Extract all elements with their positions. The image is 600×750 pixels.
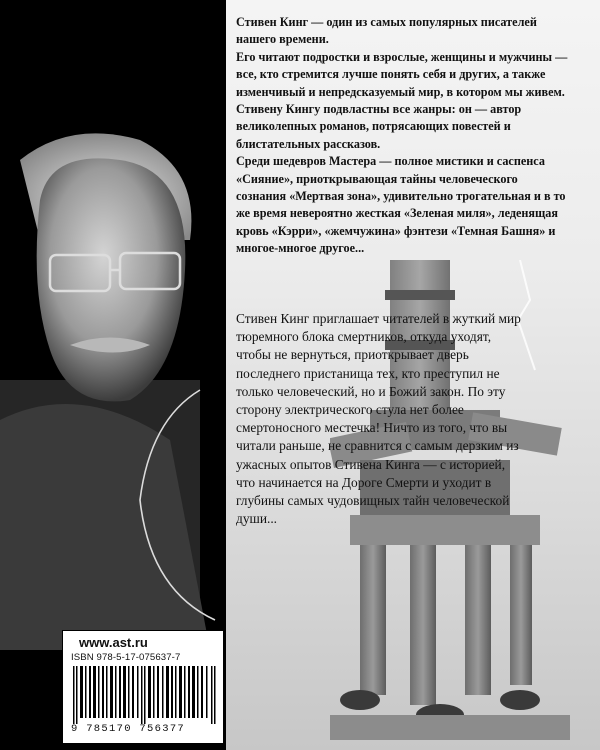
barcode <box>71 666 219 724</box>
author-portrait <box>0 120 240 650</box>
blurb-genres: Стивену Кингу подвластны все жанры: он — автор великолепных романов, потрясающих повестей и блистательных рассказов. <box>236 102 522 151</box>
blurb-intro: Стивен Кинг — один из самых популярных писателей нашего времени. <box>236 15 537 47</box>
story-text: Стивен Кинг приглашает читателей в жуткий мир тюремного блока смертников, откуда уходят, чтобы не вернуться, приоткрывает дверь последнего пристанища тех, кто преступил не только человеческий, но и Божий закон. По эту сторону электрического стула нет более смертоносного местечка! Ничто из того, что вы читали раньше, не сравнится с самым дерзким из ужасных опытов Стивена Кинга — с историей, что начинается на Дороге Смерти и уходит в глубины самых чудовищных тайн человеческой души... <box>236 311 521 527</box>
barcode-digits: 9 785170 756377 <box>71 723 186 735</box>
isbn-number: ISBN 978-5-17-075637-7 <box>71 652 181 663</box>
story-blurb <box>236 310 526 528</box>
blurb-masterpieces: Среди шедевров Мастера — полное мистики и саспенса «Сияние», приоткрывающая тайны человеческого сознания «Мертвая зона», удивительно трогательная и в то же время невероятно жесткая «Зеленая миля», леденящая кровь «Кэрри», «жемчужина» фэнтези «Темная Башня» и многое-многое другое... <box>236 154 566 256</box>
publisher-website[interactable]: www.ast.ru <box>79 635 148 650</box>
blurb-readers: Его читают подростки и взрослые, женщины и мужчины — все, кто стремится лучше понять себя и других, а также изменчивый и непредсказуемый мир, в котором мы живем. <box>236 49 568 99</box>
author-blurb <box>236 14 568 258</box>
publisher-info-box <box>62 630 224 744</box>
